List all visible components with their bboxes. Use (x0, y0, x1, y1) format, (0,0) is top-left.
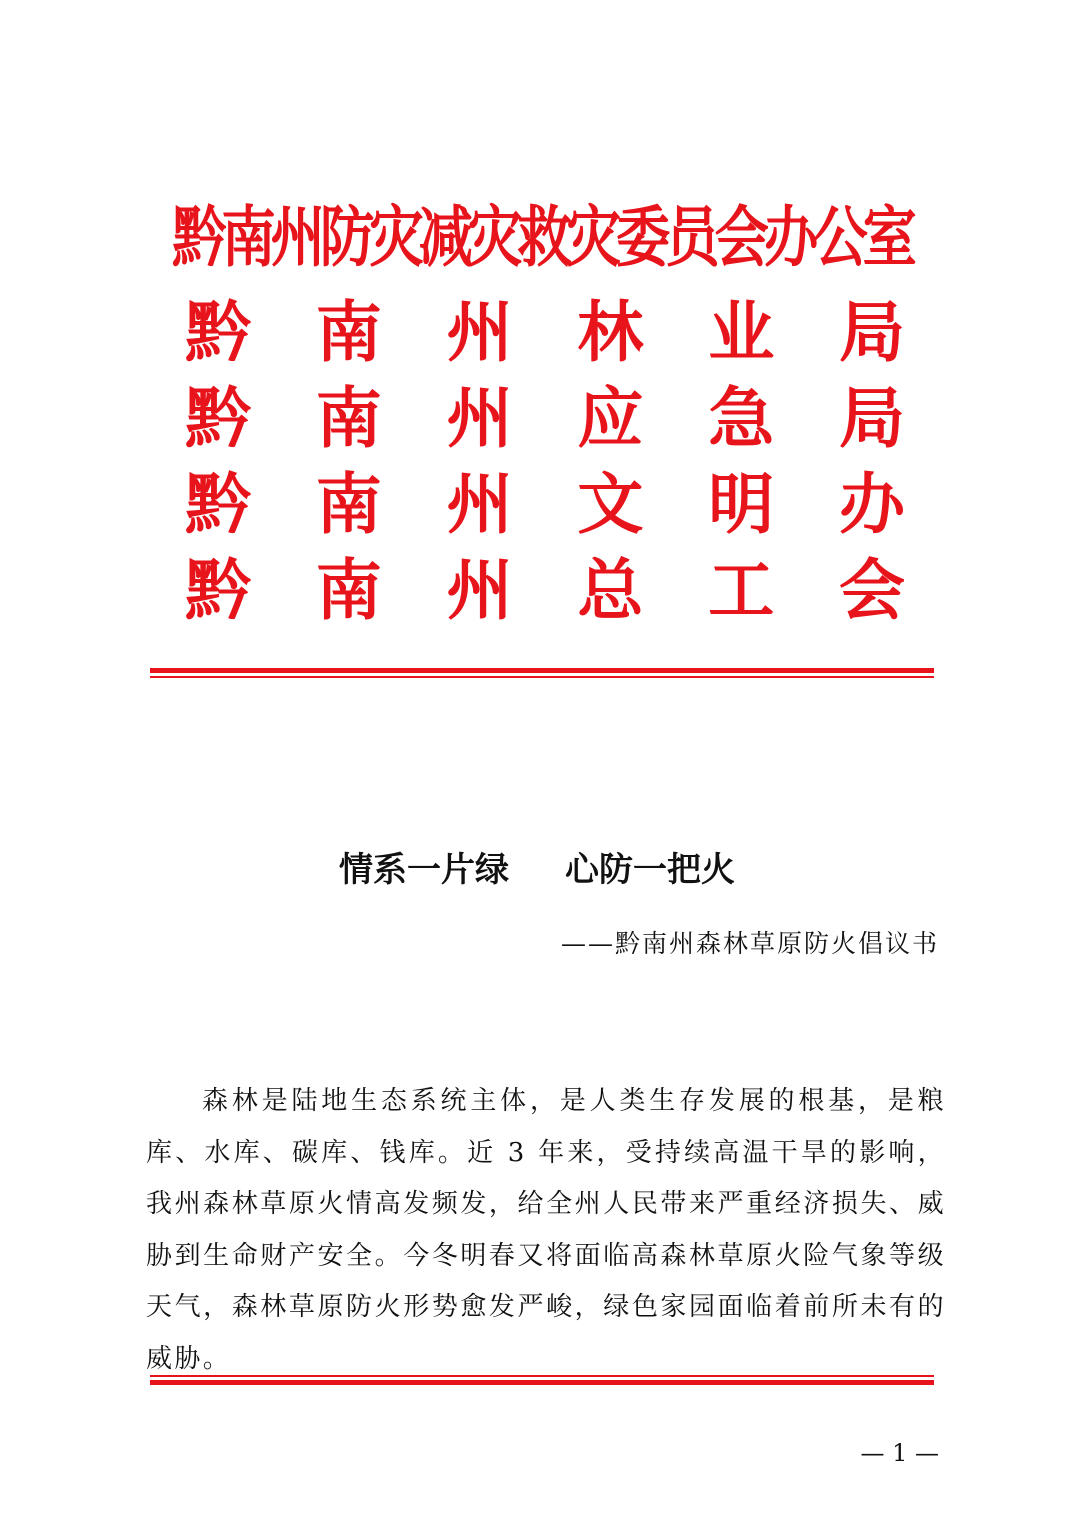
header-char: 南 (315, 552, 382, 629)
header-char: 总 (577, 552, 644, 629)
header-char: 明 (708, 466, 775, 543)
header-char: 州 (446, 466, 513, 543)
header-row-trade-union (180, 548, 910, 634)
header-char: 业 (708, 294, 775, 371)
header-char: 南 (315, 466, 382, 543)
header-char: 黔 (185, 552, 251, 629)
header-red-divider (150, 668, 934, 678)
header-char: 林 (577, 294, 644, 371)
header-char: 州 (446, 552, 513, 629)
title-part-green: 情系一片绿 (339, 850, 509, 890)
header-row-emergency-bureau (180, 376, 910, 462)
header-char: 黔 (185, 294, 251, 371)
footer-red-divider (150, 1375, 934, 1385)
title-part-fire: 心防一把火 (565, 850, 735, 890)
header-char: 南 (315, 380, 382, 457)
header-char: 南 (315, 294, 382, 371)
header-char: 局 (838, 380, 905, 457)
document-title (0, 845, 1074, 895)
header-char: 工 (708, 552, 775, 629)
header-char: 黔 (185, 466, 251, 543)
body-paragraph: 森林是陆地生态系统主体，是人类生存发展的根基，是粮库、水库、碳库、钱库。近 3 年来，受持续高温干旱的影响，我州森林草原火情高发频发，给全州人民带来严重经济损失、威胁到生命财产安全。今冬明春又将面临高森林草原火险气象等级天气，森林草原防火形势愈发严峻，绿色家园面临着前所未有的威胁。 (146, 1086, 946, 1374)
header-char: 州 (446, 380, 513, 457)
page-number: — 1 — (860, 1439, 939, 1467)
header-char: 州 (446, 294, 513, 371)
document-subtitle: ——黔南州森林草原防火倡议书 (560, 929, 939, 958)
header-char: 文 (577, 466, 644, 543)
header-char: 黔 (185, 380, 251, 457)
header-row-civilization-office (180, 462, 910, 548)
header-char: 办 (838, 466, 905, 543)
header-char: 会 (838, 552, 905, 629)
header-char: 急 (708, 380, 775, 457)
header-char: 局 (838, 294, 905, 371)
header-row-forestry-bureau (180, 290, 910, 376)
header-char: 应 (577, 380, 644, 457)
header-line-committee-office: 黔南州防灾减灾救灾委员会办公室 (172, 199, 912, 276)
